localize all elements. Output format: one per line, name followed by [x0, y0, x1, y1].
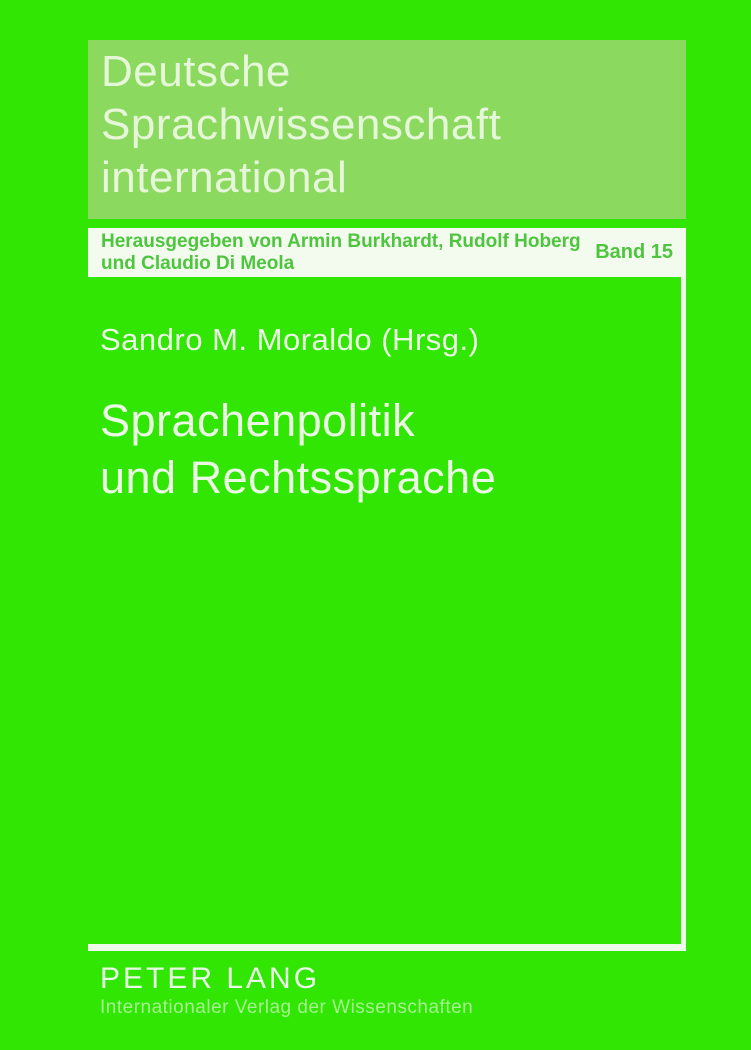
vertical-divider-rule	[681, 277, 686, 947]
editors-names-line-1: Herausgegeben von Armin Burkhardt, Rudolf Hoberg	[101, 231, 581, 252]
publisher-subtitle: Internationaler Verlag der Wissenschaften	[100, 997, 474, 1018]
footer-divider-rule	[88, 944, 686, 951]
series-title-box	[88, 40, 686, 219]
book-title-line-2: und Rechtssprache	[100, 452, 497, 503]
author-name: Sandro M. Moraldo (Hrsg.)	[100, 322, 480, 357]
editors-strip	[88, 228, 686, 277]
book-title-line-1: Sprachenpolitik	[100, 395, 416, 446]
series-title-line-3: international	[101, 153, 348, 202]
series-title-line-1: Deutsche	[101, 47, 291, 96]
book-title	[100, 392, 496, 506]
publisher-name: PETER LANG	[100, 962, 321, 995]
editors-names-line-2: und Claudio Di Meola	[101, 253, 295, 274]
series-title-line-2: Sprachwissenschaft	[101, 100, 502, 149]
editors-names	[101, 231, 581, 275]
volume-number-badge: Band 15	[595, 241, 673, 263]
